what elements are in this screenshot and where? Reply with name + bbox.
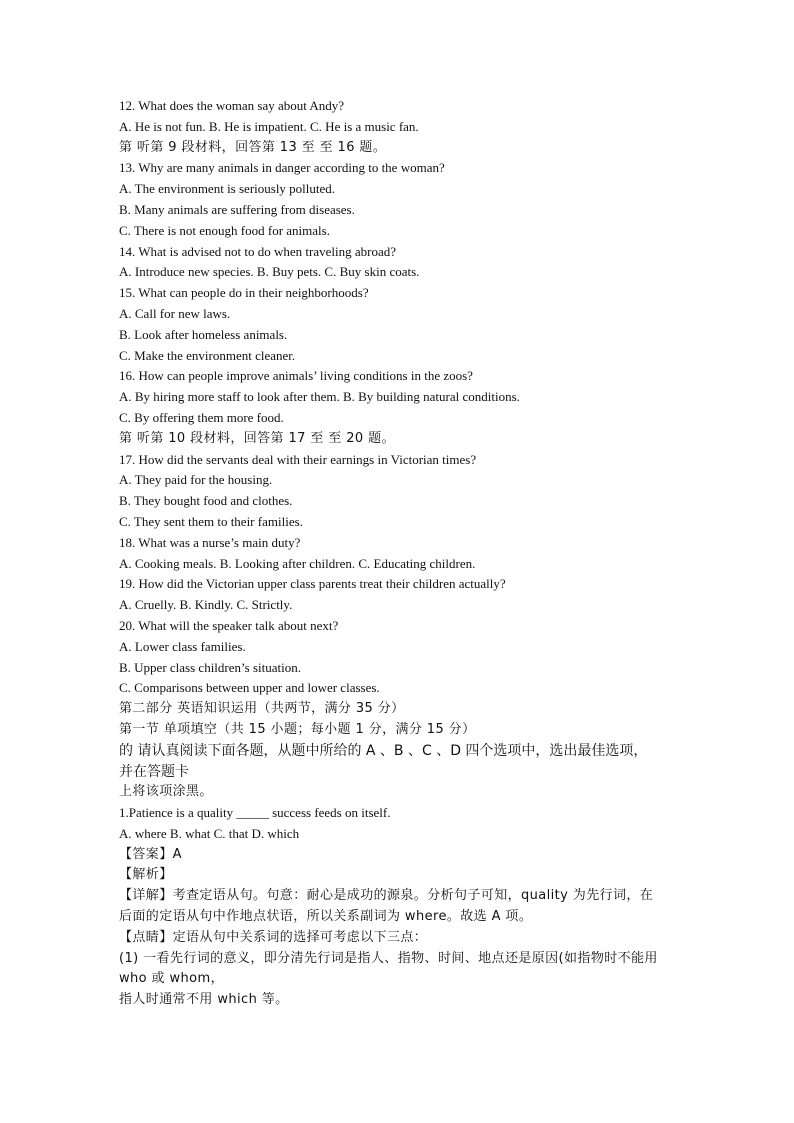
- instruction-line-1: 的 请认真阅读下面各题，从题中所给的 A 、B 、C 、D 四个选项中，选出最佳选项，: [119, 742, 648, 759]
- instruction-line-3: 上将该项涂黑。: [119, 784, 213, 800]
- question-1-options: A. where B. what C. that D. which: [119, 825, 300, 841]
- question-12-options: A. He is not fun. B. He is impatient. C. He is a music fan.: [119, 118, 419, 134]
- section-instruction-9: 第 听第 9 段材料，回答第 13 至 至 16 题。: [119, 139, 387, 155]
- document-body: [119, 96, 679, 1011]
- question-15: 15. What can people do in their neighborhoods?: [119, 285, 369, 301]
- question-14-options: A. Introduce new species. B. Buy pets. C. Buy skin coats.: [119, 264, 420, 280]
- explanation-line-1: 【详解】考查定语从句。句意：耐心是成功的源泉。分析句子可知，quality 为先行词，在: [119, 888, 654, 904]
- question-17-option-a: A. They paid for the housing.: [119, 472, 273, 488]
- question-17-option-b: B. They bought food and clothes.: [119, 493, 293, 509]
- section-one-heading: 第一节 单项填空（共 15 小题；每小题 1 分，满分 15 分）: [119, 721, 476, 737]
- answer-label: 【答案】A: [119, 846, 182, 862]
- question-18-options: A. Cooking meals. B. Looking after children. C. Educating children.: [119, 555, 476, 571]
- tip-heading: 【点睛】定语从句中关系词的选择可考虑以下三点：: [119, 929, 428, 945]
- question-14: 14. What is advised not to do when traveling abroad?: [119, 243, 397, 259]
- question-13-option-b: B. Many animals are suffering from diseases.: [119, 201, 355, 217]
- question-15-option-c: C. Make the environment cleaner.: [119, 347, 296, 363]
- question-15-option-a: A. Call for new laws.: [119, 305, 231, 321]
- question-19: 19. How did the Victorian upper class parents treat their children actually?: [119, 576, 506, 592]
- tip-line-1: (1) 一看先行词的意义，即分清先行词是指人、指物、时间、地点还是原因(如指物时不能用: [119, 950, 658, 966]
- analysis-label: 【解析】: [119, 867, 173, 883]
- question-13-option-a: A. The environment is seriously polluted.: [119, 181, 336, 197]
- question-20-option-a: A. Lower class families.: [119, 638, 246, 654]
- question-1: 1.Patience is a quality _____ success feeds on itself.: [119, 805, 391, 821]
- question-20: 20. What will the speaker talk about next?: [119, 617, 339, 633]
- tip-line-3: 指人时通常不用 which 等。: [119, 992, 289, 1008]
- question-16: 16. How can people improve animals’ living conditions in the zoos?: [119, 368, 473, 384]
- instruction-line-2: 并在答题卡: [119, 763, 189, 780]
- question-15-option-b: B. Look after homeless animals.: [119, 326, 288, 342]
- question-16-option-c: C. By offering them more food.: [119, 409, 284, 425]
- question-13: 13. Why are many animals in danger according to the woman?: [119, 160, 445, 176]
- question-19-options: A. Cruelly. B. Kindly. C. Strictly.: [119, 597, 293, 613]
- question-12: 12. What does the woman say about Andy?: [119, 98, 345, 113]
- tip-line-2: who 或 whom，: [119, 971, 224, 987]
- part-two-heading: 第二部分 英语知识运用（共两节，满分 35 分）: [119, 701, 405, 717]
- question-13-option-c: C. There is not enough food for animals.: [119, 222, 330, 238]
- explanation-line-2: 后面的定语从句中作地点状语，所以关系副词为 where。故选 A 项。: [119, 909, 533, 925]
- question-20-option-b: B. Upper class children’s situation.: [119, 659, 301, 675]
- question-18: 18. What was a nurse’s main duty?: [119, 534, 301, 550]
- section-instruction-10: 第 听第 10 段材料，回答第 17 至 至 20 题。: [119, 430, 395, 446]
- question-16-options-ab: A. By hiring more staff to look after them. B. By building natural conditions.: [119, 389, 520, 405]
- question-20-option-c: C. Comparisons between upper and lower classes.: [119, 680, 380, 696]
- question-17: 17. How did the servants deal with their earnings in Victorian times?: [119, 451, 477, 467]
- question-17-option-c: C. They sent them to their families.: [119, 513, 303, 529]
